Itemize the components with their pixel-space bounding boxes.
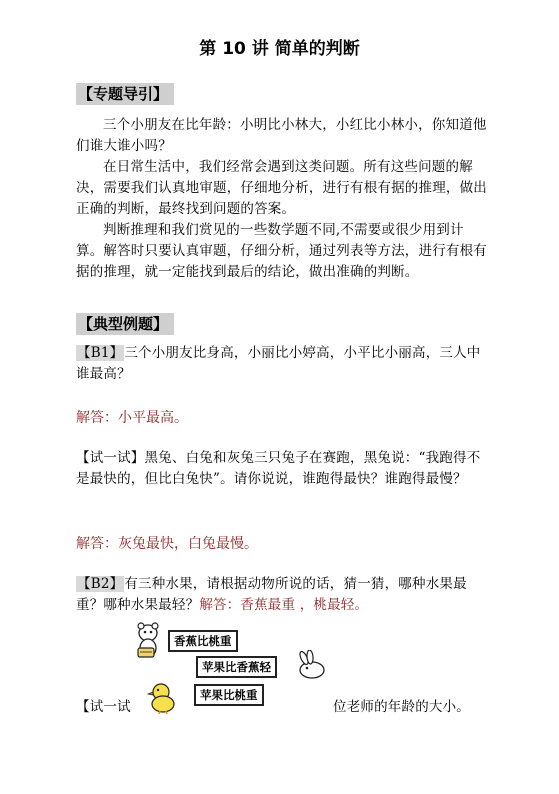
page-title: 第 10 讲 简单的判断 <box>199 39 360 59</box>
try-2-tag: 【试一试 <box>76 699 131 715</box>
example-b1 <box>76 343 488 385</box>
try-1-question: 黑兔、白兔和灰兔三只兔子在赛跑，黑兔说：“我跑得不是最快的，但比白兔快”。请你说说，谁跑得最快？谁跑得最慢？ <box>76 450 481 487</box>
example-b2-question: 有三种水果，请根据动物所说的话，猜一猜，哪种水果最重？哪种水果最轻？ <box>76 576 467 613</box>
section-header-examples: 【典型例题】 <box>76 313 174 335</box>
intro-paragraph-2: 在日常生活中，我们经常会遇到这类问题。所有这些问题的解决，需要我们认真地审题，仔细地分析，进行有根有据的推理，做出正确的判断，最终找到问题的答案。 <box>76 159 487 217</box>
try-1-tag: 【试一试】 <box>76 450 145 466</box>
animals-figure <box>132 622 332 722</box>
example-b1-answer: 解答：小平最高。 <box>76 410 188 426</box>
example-b2-answer: 解答：香蕉最重 ，桃最轻。 <box>199 597 369 613</box>
sign-banana-heavier-than-peach: 香蕉比桃重 <box>168 630 238 652</box>
raccoon-icon <box>132 622 166 660</box>
example-b1-tag: 【B1】 <box>77 345 124 361</box>
chick-icon <box>146 680 180 714</box>
try-1-answer: 解答：灰兔最快，白兔最慢。 <box>76 536 258 552</box>
intro-paragraph-1: 三个小朋友在比年龄：小明比小林大，小红比小林小，你知道他们谁大谁小吗？ <box>76 117 487 154</box>
sign-apple-heavier-than-peach: 苹果比桃重 <box>194 684 264 706</box>
section-header-intro: 【专题导引】 <box>76 83 174 105</box>
try-1 <box>76 448 488 490</box>
rabbit-icon <box>294 650 328 680</box>
try-2-tail: 位老师的年龄的大小。 <box>333 699 470 715</box>
example-b2-tag: 【B2】 <box>77 576 124 592</box>
sign-apple-lighter-than-banana: 苹果比香蕉轻 <box>196 656 277 678</box>
example-b1-question: 三个小朋友比身高，小丽比小婷高，小平比小丽高，三人中谁最高？ <box>76 345 481 382</box>
intro-paragraph-3: 判断推理和我们赏见的一些数学题不同,不需要或很少用到计算。解答时只要认真审题，仔细分析，通过列表等方法，进行有根有据的推理，就一定能找到最后的结论，做出准确的判断。 <box>76 222 487 280</box>
example-b2 <box>76 574 488 616</box>
